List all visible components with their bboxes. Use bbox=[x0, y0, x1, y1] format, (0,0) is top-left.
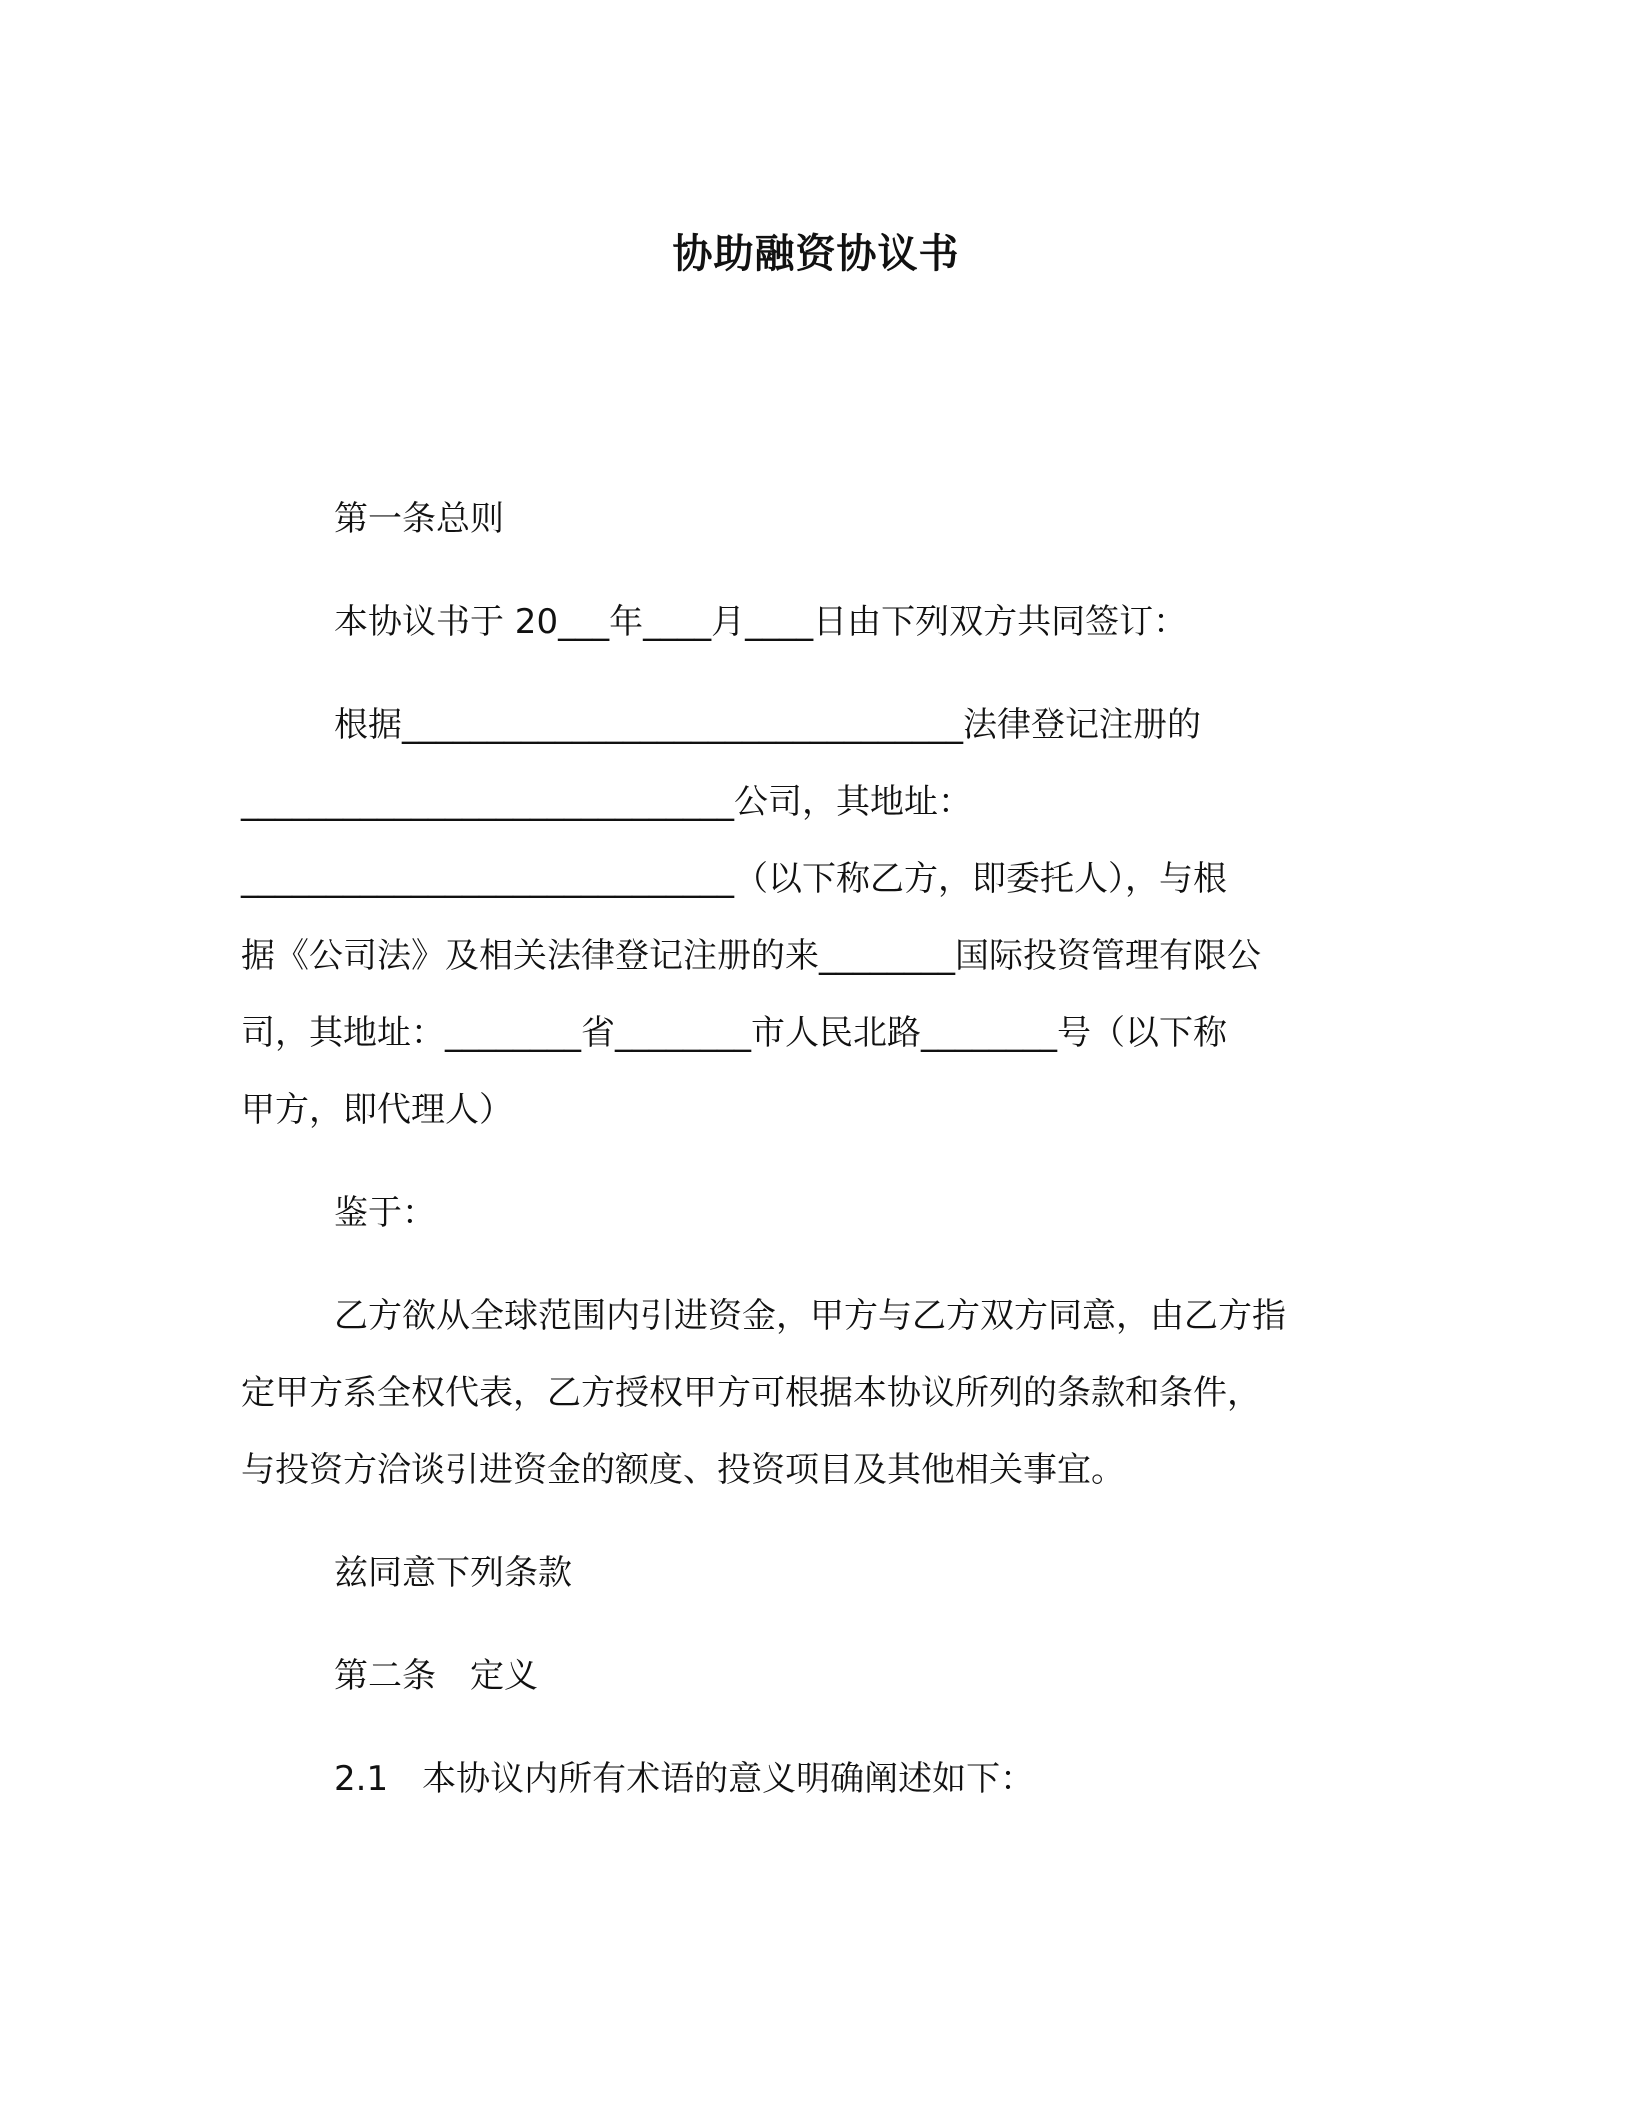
party-a-line-1: 据《公司法》及相关法律登记注册的来________国际投资管理有限公 bbox=[241, 936, 1261, 976]
whereas-heading: 鉴于： bbox=[334, 1193, 436, 1233]
whereas-para-line-2: 定甲方系全权代表，乙方授权甲方可根据本协议所列的条款和条件， bbox=[241, 1373, 1261, 1413]
article-1-heading: 第一条总则 bbox=[334, 499, 504, 539]
article-2-heading: 第二条 定义 bbox=[334, 1656, 538, 1696]
clause-2-1: 2.1 本协议内所有术语的意义明确阐述如下： bbox=[334, 1759, 1035, 1799]
document-title: 协助融资协议书 bbox=[672, 231, 960, 277]
party-b-line-1: 根据_________________________________法律登记注册的 bbox=[334, 705, 1201, 745]
agree-terms-line: 兹同意下列条款 bbox=[334, 1553, 572, 1593]
party-a-line-3: 甲方，即代理人） bbox=[241, 1090, 513, 1130]
party-a-line-2: 司，其地址：________省________市人民北路________号（以下称 bbox=[241, 1013, 1227, 1053]
signing-date-line: 本协议书于 20___年____月____日由下列双方共同签订： bbox=[334, 602, 1188, 642]
whereas-para-line-3: 与投资方洽谈引进资金的额度、投资项目及其他相关事宜。 bbox=[241, 1450, 1125, 1490]
party-b-line-3: _____________________________（以下称乙方，即委托人），与根 bbox=[241, 859, 1227, 899]
party-b-line-2: _____________________________公司，其地址： bbox=[241, 782, 972, 822]
whereas-para-line-1: 乙方欲从全球范围内引进资金，甲方与乙方双方同意，由乙方指 bbox=[334, 1296, 1286, 1336]
